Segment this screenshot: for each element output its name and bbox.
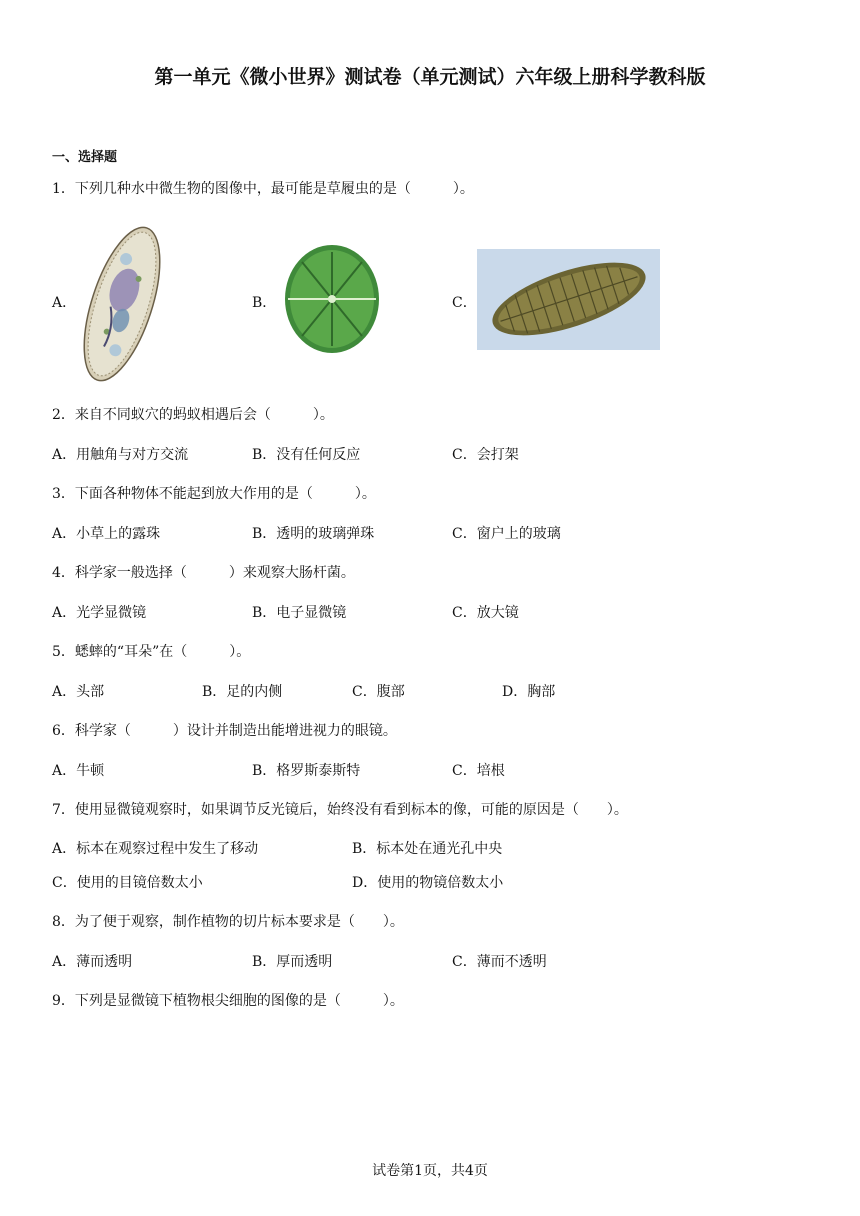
question-5: 5．蟋蟀的“耳朵”在（ ）。 (52, 644, 251, 660)
option-3c: C．窗户上的玻璃 (452, 526, 561, 542)
option-1a-label: A． (52, 295, 77, 311)
option-8a: A．薄而透明 (52, 954, 133, 970)
question-1: 1．下列几种水中微生物的图像中，最可能是草履虫的是（ ）。 (52, 181, 474, 197)
paramecium-image (72, 220, 172, 388)
option-6c: C．培根 (452, 763, 505, 779)
option-3a: A．小草上的露珠 (52, 526, 161, 542)
option-4c: C．放大镜 (452, 605, 519, 621)
question-8: 8．为了便于观察，制作植物的切片标本要求是（ ）。 (52, 914, 404, 930)
section-heading: 一、选择题 (52, 150, 118, 165)
option-7d: D．使用的物镜倍数太小 (352, 875, 504, 891)
diatom-image (477, 249, 660, 350)
question-2: 2．来自不同蚁穴的蚂蚁相遇后会（ ）。 (52, 407, 334, 423)
option-6a: A．牛顿 (52, 763, 105, 779)
option-3b: B．透明的玻璃弹珠 (252, 526, 375, 542)
option-6b: B．格罗斯泰斯特 (252, 763, 361, 779)
option-5a: A．头部 (52, 684, 105, 700)
page-title: 第一单元《微小世界》测试卷（单元测试）六年级上册科学教科版 (154, 66, 706, 88)
option-4a: A．光学显微镜 (52, 605, 147, 621)
option-5c: C．腹部 (352, 684, 405, 700)
option-7b: B．标本处在通光孔中央 (352, 841, 503, 857)
page-footer: 试卷第1页，共4页 (372, 1163, 488, 1179)
option-4b: B．电子显微镜 (252, 605, 347, 621)
question-4: 4．科学家一般选择（ ）来观察大肠杆菌。 (52, 565, 355, 581)
option-1b-label: B． (252, 295, 277, 311)
option-2a: A．用触角与对方交流 (52, 447, 189, 463)
question-7: 7．使用显微镜观察时，如果调节反光镜后，始终没有看到标本的像，可能的原因是（ ）。 (52, 802, 628, 818)
question-3: 3．下面各种物体不能起到放大作用的是（ ）。 (52, 486, 376, 502)
desmid-algae-image (282, 242, 382, 356)
question-6: 6．科学家（ ）设计并制造出能增进视力的眼镜。 (52, 723, 397, 739)
option-5b: B．足的内侧 (202, 684, 283, 700)
option-1c-label: C． (452, 295, 477, 311)
option-2b: B．没有任何反应 (252, 447, 361, 463)
option-2c: C．会打架 (452, 447, 519, 463)
option-7c: C．使用的目镜倍数太小 (52, 875, 203, 891)
option-5d: D．胸部 (502, 684, 556, 700)
option-8c: C．薄而不透明 (452, 954, 547, 970)
question-9: 9．下列是显微镜下植物根尖细胞的图像的是（ ）。 (52, 993, 404, 1009)
option-8b: B．厚而透明 (252, 954, 333, 970)
option-7a: A．标本在观察过程中发生了移动 (52, 841, 259, 857)
